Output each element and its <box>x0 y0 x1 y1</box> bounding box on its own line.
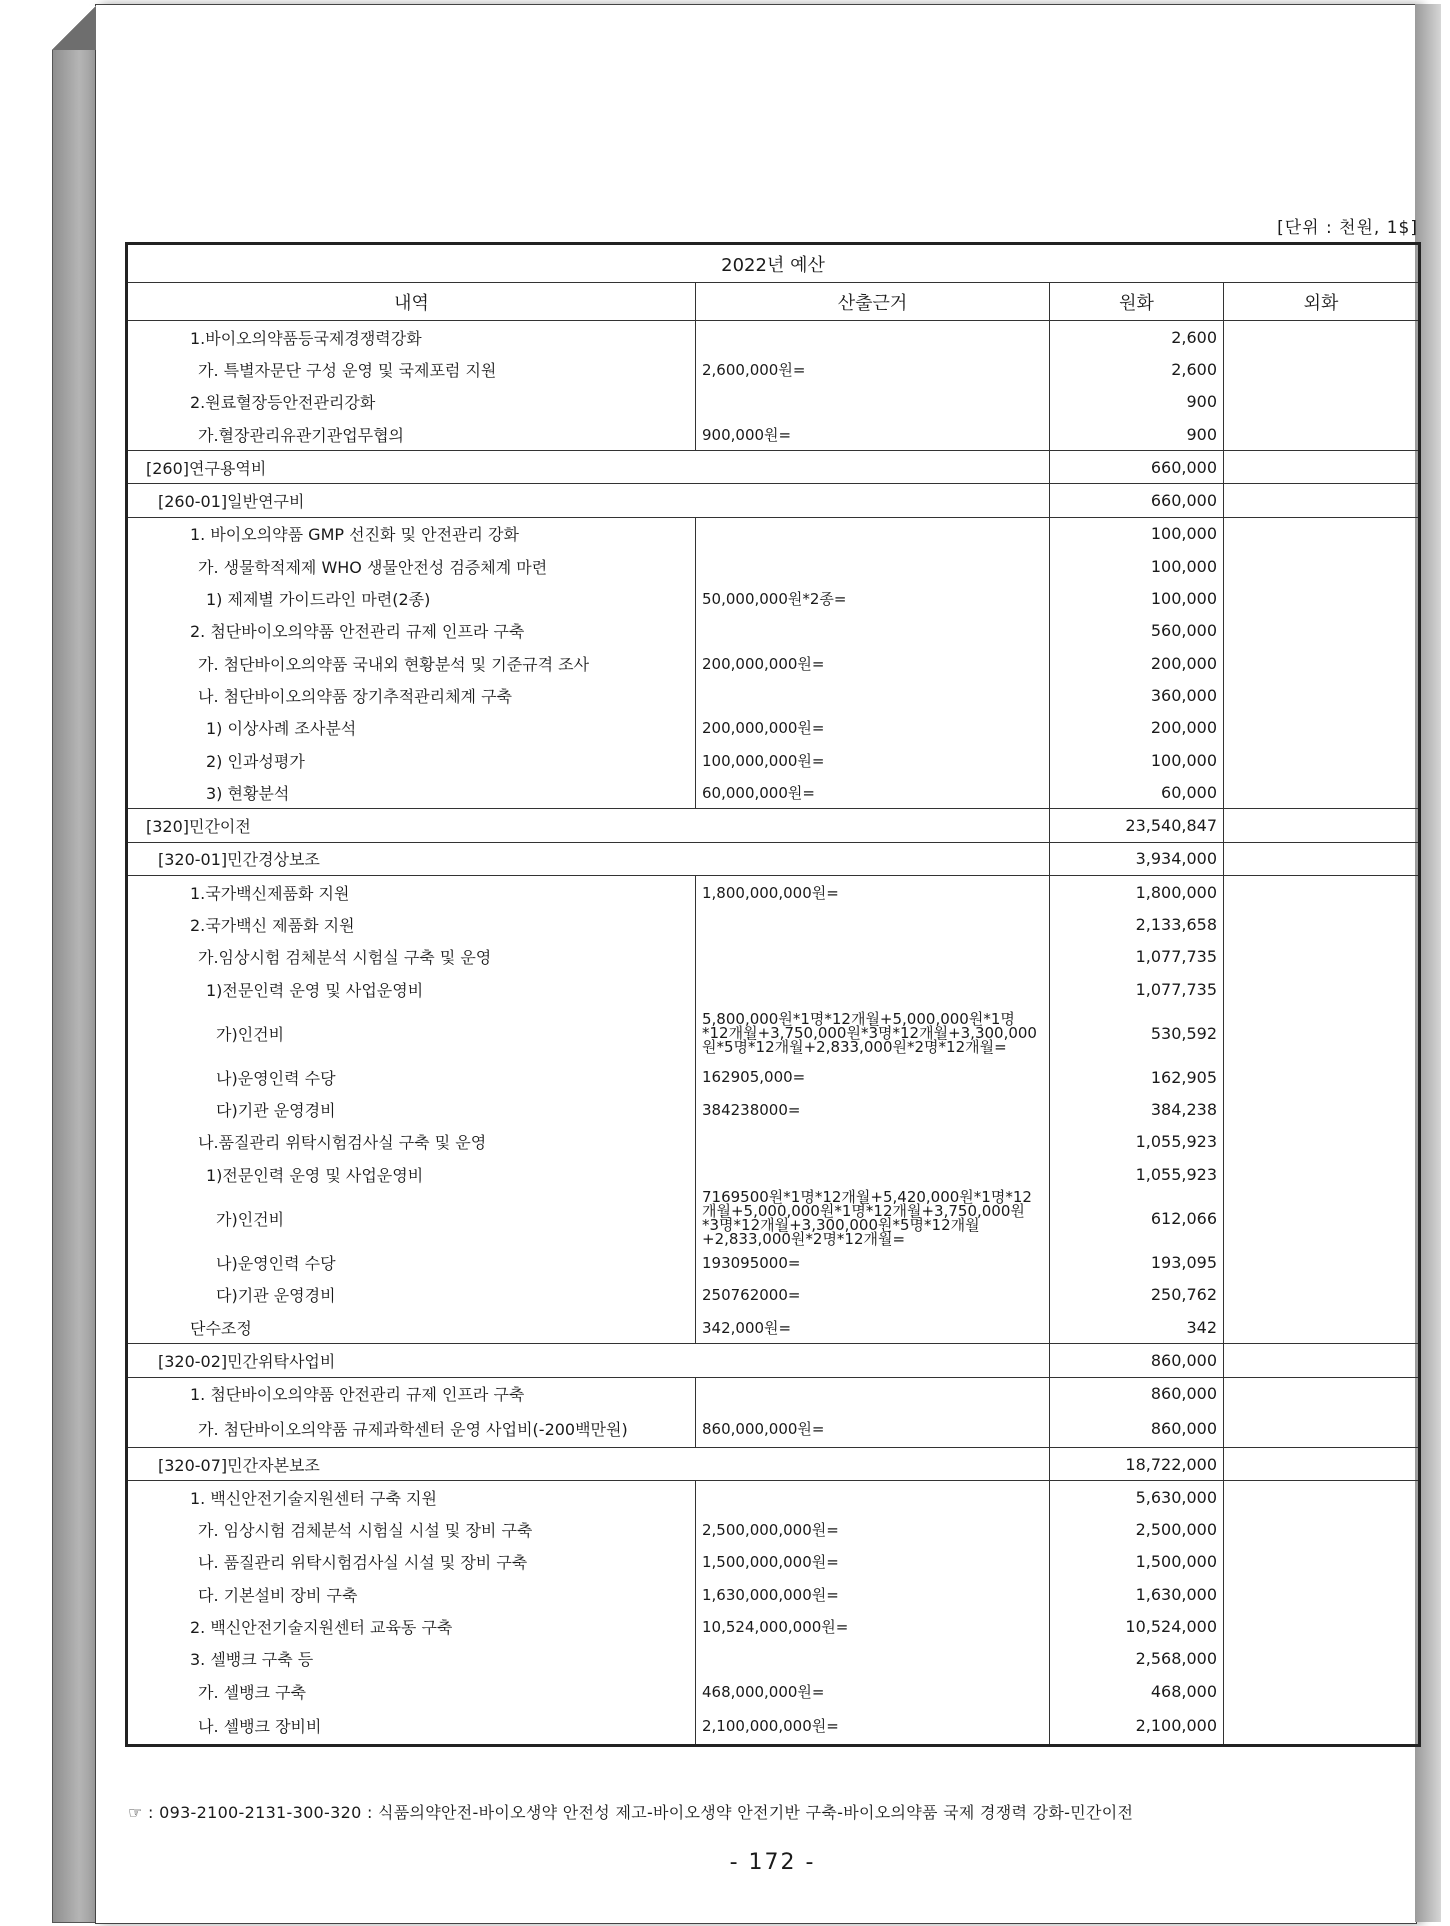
table-row <box>127 809 1420 842</box>
row-foreign <box>1224 1707 1420 1746</box>
row-krw: 2,100,000 <box>1050 1707 1224 1746</box>
table-row <box>127 321 1420 354</box>
table-row <box>127 842 1420 875</box>
row-basis <box>696 321 1050 354</box>
row-item: 3) 현황분석 <box>127 776 696 809</box>
row-krw: 612,066 <box>1050 1190 1224 1246</box>
table-row <box>127 1447 1420 1480</box>
row-item: 가)인건비 <box>127 1005 696 1061</box>
row-foreign <box>1224 1005 1420 1061</box>
row-basis: 200,000,000원= <box>696 712 1050 744</box>
table-row <box>127 582 1420 614</box>
row-basis: 60,000,000원= <box>696 776 1050 809</box>
table-row <box>127 876 1420 909</box>
table-row <box>127 1707 1420 1746</box>
row-basis: 162905,000= <box>696 1061 1050 1093</box>
row-basis <box>696 1377 1050 1410</box>
row-krw: 468,000 <box>1050 1675 1224 1707</box>
row-krw: 5,630,000 <box>1050 1481 1224 1514</box>
row-basis: 384238000= <box>696 1094 1050 1126</box>
book-spine <box>52 6 98 1923</box>
table-row <box>127 941 1420 973</box>
col-header-item: 내역 <box>127 283 696 321</box>
row-basis: 1,500,000,000원= <box>696 1546 1050 1578</box>
table-row <box>127 1279 1420 1311</box>
row-foreign <box>1224 1546 1420 1578</box>
row-foreign <box>1224 1279 1420 1311</box>
table-row <box>127 517 1420 550</box>
row-item: [320-07]민간자본보조 <box>127 1447 1050 1480</box>
row-foreign <box>1224 1311 1420 1344</box>
row-foreign <box>1224 744 1420 776</box>
table-row <box>127 1126 1420 1158</box>
col-header-basis: 산출근거 <box>696 283 1050 321</box>
row-krw: 660,000 <box>1050 484 1224 517</box>
footnote: ☞ : 093-2100-2131-300-320 : 식품의약안전-바이오생약 안전성 제고-바이오생약 안전기반 구축-바이오의약품 국제 경쟁력 강화-민간이전 <box>128 1803 1134 1822</box>
table-row <box>127 550 1420 582</box>
table-row <box>127 1546 1420 1578</box>
row-krw: 1,800,000 <box>1050 876 1224 909</box>
table-row <box>127 1094 1420 1126</box>
row-krw: 860,000 <box>1050 1410 1224 1448</box>
row-foreign <box>1224 973 1420 1005</box>
table-row <box>127 451 1420 484</box>
row-foreign <box>1224 615 1420 647</box>
row-item: 가.혈장관리유관기관업무협의 <box>127 418 696 451</box>
row-krw: 200,000 <box>1050 647 1224 679</box>
row-basis <box>696 615 1050 647</box>
row-item: 1) 이상사례 조사분석 <box>127 712 696 744</box>
row-item: 1)전문인력 운영 및 사업운영비 <box>127 1158 696 1190</box>
row-foreign <box>1224 1610 1420 1642</box>
table-row <box>127 386 1420 418</box>
row-basis: 2,500,000,000원= <box>696 1514 1050 1546</box>
row-krw: 530,592 <box>1050 1005 1224 1061</box>
row-item: 나)운영인력 수당 <box>127 1061 696 1093</box>
table-row <box>127 908 1420 940</box>
row-foreign <box>1224 908 1420 940</box>
row-foreign <box>1224 550 1420 582</box>
row-basis: 7169500원*1명*12개월+5,420,000원*1명*12개월+5,000,000원*1명*12개월+3,750,000원*3명*12개월+3,300,000원*5명*12개월+2,833,000원*2명*12개월= <box>696 1190 1050 1246</box>
row-foreign <box>1224 1126 1420 1158</box>
page-corner-fold <box>52 6 96 50</box>
table-row <box>127 1481 1420 1514</box>
row-krw: 162,905 <box>1050 1061 1224 1093</box>
row-item: 3. 셀뱅크 구축 등 <box>127 1643 696 1675</box>
row-foreign <box>1224 647 1420 679</box>
row-basis: 50,000,000원*2종= <box>696 582 1050 614</box>
row-basis: 900,000원= <box>696 418 1050 451</box>
table-row <box>127 1246 1420 1278</box>
row-foreign <box>1224 1410 1420 1448</box>
row-item: 2. 첨단바이오의약품 안전관리 규제 인프라 구축 <box>127 615 696 647</box>
row-basis <box>696 1158 1050 1190</box>
table-row <box>127 1377 1420 1410</box>
table-row <box>127 1675 1420 1707</box>
row-item: 가. 임상시험 검체분석 시험실 시설 및 장비 구축 <box>127 1514 696 1546</box>
row-item: 가. 생물학적제제 WHO 생물안전성 검증체계 마련 <box>127 550 696 582</box>
table-row <box>127 1643 1420 1675</box>
row-foreign <box>1224 1377 1420 1410</box>
row-basis <box>696 1643 1050 1675</box>
row-item: 가)인건비 <box>127 1190 696 1246</box>
row-item: 1. 백신안전기술지원센터 구축 지원 <box>127 1481 696 1514</box>
row-krw: 860,000 <box>1050 1377 1224 1410</box>
row-item: 나.품질관리 위탁시험검사실 구축 및 운영 <box>127 1126 696 1158</box>
table-row <box>127 776 1420 809</box>
table-row <box>127 1158 1420 1190</box>
row-foreign <box>1224 1094 1420 1126</box>
row-krw: 360,000 <box>1050 679 1224 711</box>
table-row <box>127 647 1420 679</box>
row-krw: 10,524,000 <box>1050 1610 1224 1642</box>
row-item: 나. 첨단바이오의약품 장기추적관리체계 구축 <box>127 679 696 711</box>
row-basis: 2,600,000원= <box>696 353 1050 385</box>
col-header-krw: 원화 <box>1050 283 1224 321</box>
row-krw: 1,055,923 <box>1050 1126 1224 1158</box>
row-basis <box>696 679 1050 711</box>
row-item: 1.국가백신제품화 지원 <box>127 876 696 909</box>
row-basis: 5,800,000원*1명*12개월+5,000,000원*1명*12개월+3,750,000원*3명*12개월+3,300,000원*5명*12개월+2,833,000원*2명*12개월= <box>696 1005 1050 1061</box>
row-krw: 18,722,000 <box>1050 1447 1224 1480</box>
row-foreign <box>1224 1190 1420 1246</box>
table-row <box>127 973 1420 1005</box>
row-item: 가. 특별자문단 구성 운영 및 국제포럼 지원 <box>127 353 696 385</box>
row-foreign <box>1224 842 1420 875</box>
row-item: 다. 기본설비 장비 구축 <box>127 1578 696 1610</box>
budget-rows <box>127 321 1420 1746</box>
table-row <box>127 1578 1420 1610</box>
table-row <box>127 744 1420 776</box>
row-basis: 1,630,000,000원= <box>696 1578 1050 1610</box>
row-krw: 900 <box>1050 418 1224 451</box>
row-basis: 250762000= <box>696 1279 1050 1311</box>
table-row <box>127 1061 1420 1093</box>
row-foreign <box>1224 1447 1420 1480</box>
table-row <box>127 615 1420 647</box>
row-item: 2. 백신안전기술지원센터 교육동 구축 <box>127 1610 696 1642</box>
row-krw: 193,095 <box>1050 1246 1224 1278</box>
row-basis: 468,000,000원= <box>696 1675 1050 1707</box>
row-basis <box>696 517 1050 550</box>
row-foreign <box>1224 1344 1420 1377</box>
row-foreign <box>1224 876 1420 909</box>
row-foreign <box>1224 1158 1420 1190</box>
row-basis <box>696 1126 1050 1158</box>
row-krw: 60,000 <box>1050 776 1224 809</box>
row-foreign <box>1224 517 1420 550</box>
row-basis: 200,000,000원= <box>696 647 1050 679</box>
row-basis: 342,000원= <box>696 1311 1050 1344</box>
row-foreign <box>1224 321 1420 354</box>
row-item: 단수조정 <box>127 1311 696 1344</box>
row-foreign <box>1224 1481 1420 1514</box>
row-foreign <box>1224 809 1420 842</box>
row-item: 나)운영인력 수당 <box>127 1246 696 1278</box>
row-krw: 1,077,735 <box>1050 941 1224 973</box>
row-krw: 2,568,000 <box>1050 1643 1224 1675</box>
row-krw: 2,133,658 <box>1050 908 1224 940</box>
row-krw: 100,000 <box>1050 517 1224 550</box>
row-item: [260]연구용역비 <box>127 451 1050 484</box>
row-foreign <box>1224 1578 1420 1610</box>
table-row <box>127 1190 1420 1246</box>
row-basis <box>696 941 1050 973</box>
table-row <box>127 1610 1420 1642</box>
row-item: 다)기관 운영경비 <box>127 1094 696 1126</box>
table-row <box>127 418 1420 451</box>
row-foreign <box>1224 1514 1420 1546</box>
row-item: [320-01]민간경상보조 <box>127 842 1050 875</box>
row-krw: 2,500,000 <box>1050 1514 1224 1546</box>
table-row <box>127 353 1420 385</box>
row-krw: 660,000 <box>1050 451 1224 484</box>
row-basis: 2,100,000,000원= <box>696 1707 1050 1746</box>
row-krw: 1,630,000 <box>1050 1578 1224 1610</box>
unit-note: [단위 : 천원, 1$] <box>1277 218 1418 238</box>
row-krw: 100,000 <box>1050 550 1224 582</box>
row-foreign <box>1224 582 1420 614</box>
row-basis <box>696 550 1050 582</box>
row-item: 나. 셀뱅크 장비비 <box>127 1707 696 1746</box>
page-number: - 172 - <box>729 1850 816 1875</box>
row-krw: 3,934,000 <box>1050 842 1224 875</box>
row-basis <box>696 386 1050 418</box>
row-item: 2.국가백신 제품화 지원 <box>127 908 696 940</box>
row-krw: 23,540,847 <box>1050 809 1224 842</box>
table-row <box>127 1311 1420 1344</box>
row-krw: 2,600 <box>1050 353 1224 385</box>
row-basis: 1,800,000,000원= <box>696 876 1050 909</box>
table-row <box>127 712 1420 744</box>
row-foreign <box>1224 418 1420 451</box>
row-basis <box>696 973 1050 1005</box>
row-foreign <box>1224 776 1420 809</box>
row-item: 1) 제제별 가이드라인 마련(2종) <box>127 582 696 614</box>
row-foreign <box>1224 679 1420 711</box>
row-item: 다)기관 운영경비 <box>127 1279 696 1311</box>
col-header-foreign: 외화 <box>1224 283 1420 321</box>
row-foreign <box>1224 386 1420 418</box>
row-item: 가.임상시험 검체분석 시험실 구축 및 운영 <box>127 941 696 973</box>
table-row <box>127 1410 1420 1448</box>
row-foreign <box>1224 353 1420 385</box>
row-item: 가. 셀뱅크 구축 <box>127 1675 696 1707</box>
row-item: 2) 인과성평가 <box>127 744 696 776</box>
table-row <box>127 679 1420 711</box>
row-foreign <box>1224 451 1420 484</box>
row-item: [260-01]일반연구비 <box>127 484 1050 517</box>
row-item: [320]민간이전 <box>127 809 1050 842</box>
row-foreign <box>1224 1675 1420 1707</box>
row-basis: 193095000= <box>696 1246 1050 1278</box>
row-item: [320-02]민간위탁사업비 <box>127 1344 1050 1377</box>
row-krw: 900 <box>1050 386 1224 418</box>
table-row <box>127 484 1420 517</box>
row-item: 1. 첨단바이오의약품 안전관리 규제 인프라 구축 <box>127 1377 696 1410</box>
row-item: 2.원료혈장등안전관리강화 <box>127 386 696 418</box>
row-item: 1)전문인력 운영 및 사업운영비 <box>127 973 696 1005</box>
row-krw: 1,500,000 <box>1050 1546 1224 1578</box>
row-item: 가. 첨단바이오의약품 규제과학센터 운영 사업비(-200백만원) <box>127 1410 696 1448</box>
row-item: 나. 품질관리 위탁시험검사실 시설 및 장비 구축 <box>127 1546 696 1578</box>
row-krw: 560,000 <box>1050 615 1224 647</box>
row-foreign <box>1224 1061 1420 1093</box>
row-krw: 384,238 <box>1050 1094 1224 1126</box>
row-krw: 200,000 <box>1050 712 1224 744</box>
row-foreign <box>1224 484 1420 517</box>
row-krw: 100,000 <box>1050 582 1224 614</box>
table-row <box>127 1344 1420 1377</box>
table-row <box>127 1514 1420 1546</box>
row-krw: 1,055,923 <box>1050 1158 1224 1190</box>
row-basis: 100,000,000원= <box>696 744 1050 776</box>
row-basis <box>696 1481 1050 1514</box>
row-foreign <box>1224 712 1420 744</box>
row-foreign <box>1224 1643 1420 1675</box>
row-basis: 860,000,000원= <box>696 1410 1050 1448</box>
row-krw: 342 <box>1050 1311 1224 1344</box>
row-krw: 1,077,735 <box>1050 973 1224 1005</box>
row-krw: 100,000 <box>1050 744 1224 776</box>
row-krw: 2,600 <box>1050 321 1224 354</box>
row-item: 1. 바이오의약품 GMP 선진화 및 안전관리 강화 <box>127 517 696 550</box>
row-basis <box>696 908 1050 940</box>
budget-table <box>125 242 1421 1747</box>
row-foreign <box>1224 941 1420 973</box>
row-krw: 860,000 <box>1050 1344 1224 1377</box>
row-basis: 10,524,000,000원= <box>696 1610 1050 1642</box>
row-krw: 250,762 <box>1050 1279 1224 1311</box>
row-item: 가. 첨단바이오의약품 국내외 현황분석 및 기준규격 조사 <box>127 647 696 679</box>
table-row <box>127 1005 1420 1061</box>
table-title: 2022년 예산 <box>127 244 1420 283</box>
row-foreign <box>1224 1246 1420 1278</box>
row-item: 1.바이오의약품등국제경쟁력강화 <box>127 321 696 354</box>
